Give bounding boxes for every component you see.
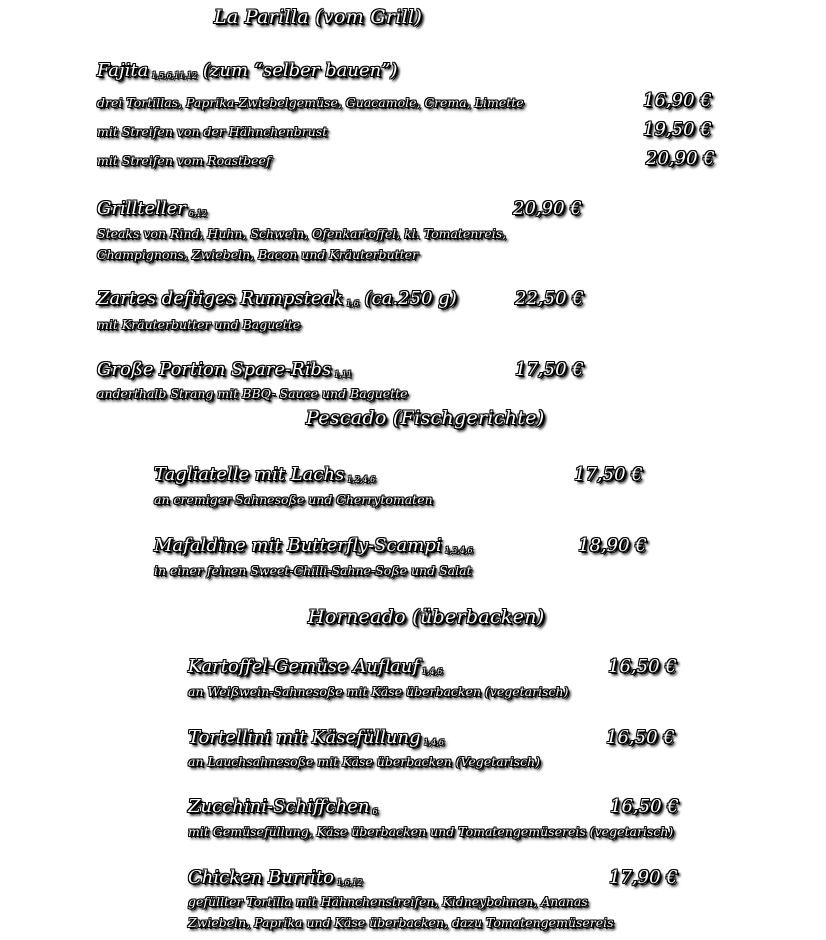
menu-item-title-rumpsteak: Zartes deftiges Rumpsteak $_{1,6}$ (ca.250 g) — [97, 288, 457, 309]
menu-item-price-mafaldine: 18,90 € — [578, 535, 647, 556]
fajita-variant-price: 19,50 € — [643, 119, 712, 140]
menu-item-desc-tagliatelle: an cremiger Sahnesoße und Cherrytomaten — [154, 492, 433, 507]
menu-item-price-rumpsteak: 22,50 € — [515, 288, 584, 309]
menu-item-title-spareribs: Große Portion Spare-Ribs $_{1,11}$ — [97, 359, 352, 380]
menu-item-price-burrito: 17,90 € — [609, 867, 678, 888]
menu-item-desc-grillteller: Champignons, Zwiebeln, Bacon und Kräuterbutter — [97, 247, 419, 262]
allergen-codes: 1,6,12 — [336, 878, 363, 887]
menu-item-title-grillteller: Grillteller $_{6,12}$ — [97, 198, 207, 219]
menu-item-title-auflauf: Kartoffel-Gemüse Auflauf $_{1,4,6}$ — [188, 656, 443, 677]
fajita-variant-desc: mit Streifen vom Roastbeef — [97, 153, 271, 168]
menu-item-desc-tortellini: an Lauchsahnesoße mit Käse überbacken (Vegetarisch) — [188, 754, 541, 769]
fajita-variant-desc: mit Streifen von der Hähnchenbrust — [97, 124, 328, 139]
menu-item-price-grillteller: 20,90 € — [513, 198, 582, 219]
menu-item-price-spareribs: 17,50 € — [515, 359, 584, 380]
allergen-codes: 1,11 — [334, 370, 352, 379]
menu-item-desc-burrito: gefüllter Tortilla mit Hähnchenstreifen, Kidneybohnen, Ananas — [188, 894, 588, 909]
fajita-variant-desc: drei Tortillas, Paprika-Zwiebelgemüse, Guacamole, Crema, Limette — [97, 95, 524, 110]
menu-item-title-mafaldine: Mafaldine mit Butterfly-Scampi $_{1,3,4,6}$ — [154, 535, 473, 556]
menu-item-price-tagliatelle: 17,50 € — [574, 464, 643, 485]
menu-item-price-tortellini: 16,50 € — [606, 727, 675, 748]
menu-item-desc-auflauf: an Weißwein-Sahnesoße mit Käse überbacken (vegetarisch) — [188, 684, 569, 699]
section-heading-baked: Horneado (überbacken) — [308, 606, 545, 628]
menu-item-desc-zucchini: mit Gemüsefüllung, Käse überbacken und Tomatengemüsereis (vegetarisch) — [188, 824, 674, 839]
menu-item-title-burrito: Chicken Burrito $_{1,6,12}$ — [188, 867, 363, 888]
allergen-codes: 1,2,4,6 — [347, 475, 376, 484]
menu-item-desc-burrito: Zwiebeln, Paprika und Käse überbacken, dazu Tomatengemüsereis — [188, 915, 614, 930]
menu-item-desc-grillteller: Steaks von Rind, Huhn, Schwein, Ofenkartoffel, kl. Tomatenreis, — [97, 226, 507, 241]
menu-item-title-tagliatelle: Tagliatelle mit Lachs $_{1,2,4,6}$ — [154, 464, 376, 485]
allergen-codes: 1,4,6 — [423, 738, 444, 747]
allergen-codes: 1,6 — [346, 299, 359, 308]
allergen-codes: 1,5,6,11,12 — [151, 71, 198, 80]
fajita-variant-price: 20,90 € — [646, 148, 715, 169]
menu-item-price-zucchini: 16,50 € — [610, 796, 679, 817]
menu-item-desc-mafaldine: in einer feinen Sweet-Chilli-Sahne-Soße und Salat — [154, 563, 472, 578]
section-heading-fish: Pescado (Fischgerichte) — [306, 407, 545, 429]
section-heading-grill: La Parilla (vom Grill) — [214, 6, 423, 28]
menu-item-title-fajita: Fajita $_{1,5,6,11,12}$ (zum “selber bauen”) — [97, 60, 398, 81]
menu-item-desc-rumpsteak: mit Kräuterbutter und Baguette — [97, 317, 301, 332]
menu-item-price-auflauf: 16,50 € — [608, 656, 677, 677]
menu-item-title-zucchini: Zucchini-Schiffchen $_6$ — [188, 796, 378, 817]
allergen-codes: 1,4,6 — [422, 667, 443, 676]
allergen-codes: 1,3,4,6 — [444, 546, 473, 555]
allergen-codes: 6 — [372, 807, 378, 816]
fajita-variant-price: 16,90 € — [643, 90, 712, 111]
menu-item-title-tortellini: Tortellini mit Käsefüllung $_{1,4,6}$ — [188, 727, 444, 748]
menu-item-desc-spareribs: anderthalb Strang mit BBQ- Sauce und Baguette — [97, 386, 408, 401]
allergen-codes: 6,12 — [188, 209, 207, 218]
